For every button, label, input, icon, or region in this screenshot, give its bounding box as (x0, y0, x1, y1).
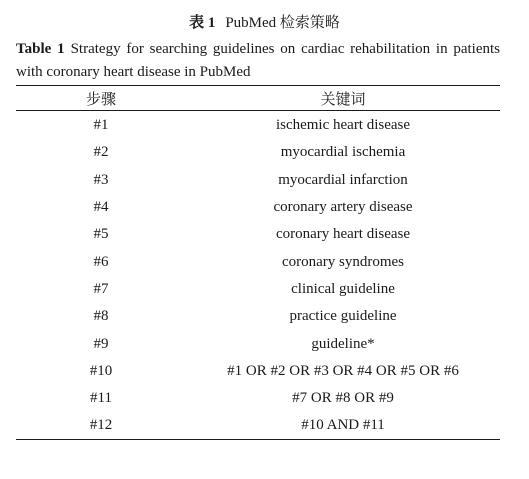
step-cell: #12 (89, 417, 113, 434)
table-header-rule (16, 110, 500, 111)
step-cell: #6 (93, 253, 109, 270)
table-row (16, 139, 500, 166)
step-cell: #11 (90, 390, 112, 407)
table-body (16, 112, 500, 440)
table-row (16, 330, 500, 357)
keyword-cell: coronary artery disease (273, 199, 413, 216)
step-cell: #8 (93, 308, 109, 325)
step-cell: #1 (93, 117, 109, 134)
step-cell: #2 (93, 144, 109, 161)
column-header-step: 步骤 (85, 91, 116, 108)
table-title-english: Strategy for searching guidelines on cardiac rehabilitation in patients with coronary heart disease in PubMed (16, 41, 500, 80)
table-header (16, 86, 500, 110)
keyword-cell: ischemic heart disease (275, 117, 411, 134)
step-cell: #5 (93, 226, 109, 243)
step-cell: #7 (93, 280, 109, 297)
keyword-cell: practice guideline (289, 308, 397, 325)
table-row (16, 248, 500, 275)
step-cell: #3 (93, 171, 109, 188)
table-row (16, 112, 500, 139)
table-caption-chinese (0, 13, 529, 33)
keyword-cell: #10 AND #11 (301, 417, 385, 434)
step-cell: #9 (93, 335, 109, 352)
keyword-cell: myocardial ischemia (280, 144, 406, 161)
keyword-cell: coronary heart disease (275, 226, 411, 243)
table-row (16, 412, 500, 439)
table-row (16, 221, 500, 248)
table-number-chinese: 表 1 (189, 15, 216, 31)
step-cell: #10 (89, 362, 113, 379)
keyword-cell: clinical guideline (291, 280, 395, 297)
keyword-cell: #1 OR #2 OR #3 OR #4 OR #5 OR #6 (227, 362, 459, 379)
keyword-cell: coronary syndromes (281, 253, 405, 270)
table-row (16, 358, 500, 385)
table-row (16, 167, 500, 194)
table-row (16, 276, 500, 303)
keyword-cell: guideline* (311, 335, 375, 352)
header-row (16, 86, 500, 110)
table-row (16, 385, 500, 412)
keyword-cell: myocardial infarction (278, 171, 408, 188)
keyword-cell: #7 OR #8 OR #9 (292, 390, 394, 407)
column-header-keyword: 关键词 (320, 91, 366, 108)
table-title-chinese: PubMed 检索策略 (225, 15, 340, 31)
table-row (16, 303, 500, 330)
step-cell: #4 (93, 199, 109, 216)
table-caption-english (16, 38, 500, 84)
table-number-english: Table 1 (16, 41, 65, 57)
table-row (16, 194, 500, 221)
